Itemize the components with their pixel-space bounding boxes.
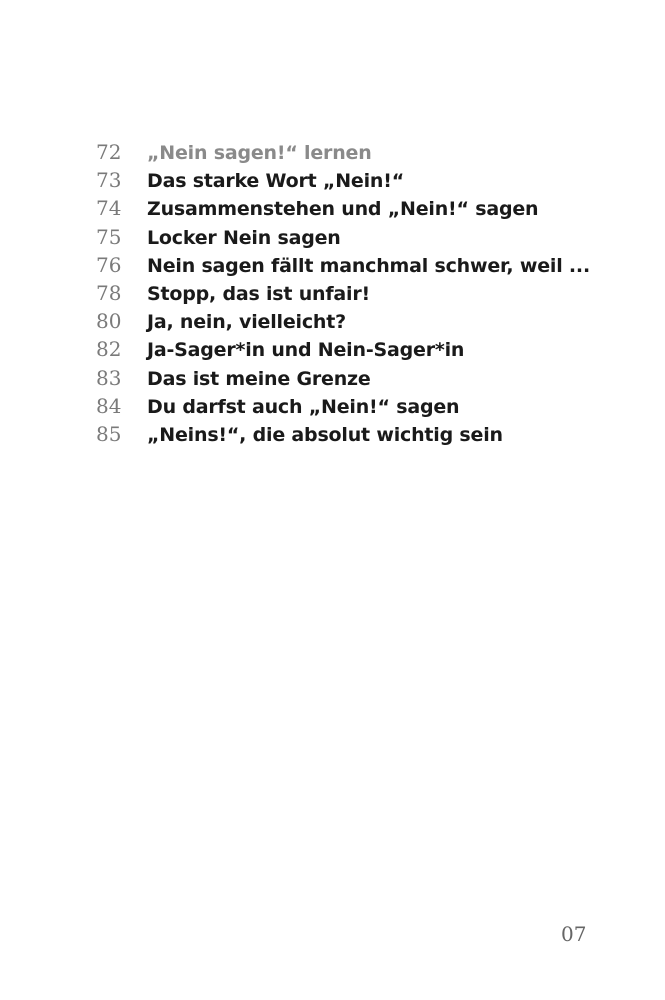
toc-entry — [96, 366, 616, 394]
toc-page-number: 73 — [96, 168, 122, 193]
toc-entry-title: Stopp, das ist unfair! — [147, 282, 371, 305]
table-of-contents — [96, 140, 616, 450]
toc-page-number: 76 — [96, 252, 122, 277]
page-number: 07 — [561, 922, 587, 946]
toc-entry-title: Das starke Wort „Nein!“ — [147, 170, 404, 193]
toc-entry-title: Das ist meine Grenze — [147, 367, 371, 390]
toc-entry — [96, 168, 616, 196]
toc-page-number: 84 — [96, 393, 122, 418]
toc-entry — [96, 394, 616, 422]
toc-page-number: 85 — [96, 421, 122, 446]
toc-entry-title: „Nein sagen!“ lernen — [147, 142, 372, 164]
toc-entry-title: Zusammenstehen und „Nein!“ sagen — [147, 198, 539, 221]
toc-entry — [96, 281, 616, 309]
toc-page-number: 80 — [96, 309, 122, 334]
toc-entry-title: Du darfst auch „Nein!“ sagen — [147, 395, 460, 418]
toc-page-number: 75 — [96, 224, 122, 249]
toc-entry — [96, 337, 616, 365]
toc-entry — [96, 140, 616, 168]
toc-entry — [96, 422, 616, 450]
toc-entry-title: „Neins!“, die absolut wichtig sein — [147, 423, 503, 446]
toc-page-number: 83 — [96, 365, 122, 390]
toc-page-number: 74 — [96, 196, 122, 221]
toc-entry — [96, 253, 616, 281]
toc-entry-title: Ja-Sager*in und Nein-Sager*in — [147, 339, 465, 362]
toc-entry-title: Nein sagen fällt manchmal schwer, weil ... — [147, 254, 590, 277]
toc-page-number: 72 — [96, 140, 122, 164]
toc-page-number: 78 — [96, 280, 122, 305]
toc-entry — [96, 225, 616, 253]
toc-page-number: 82 — [96, 337, 122, 362]
toc-entry-title: Ja, nein, vielleicht? — [147, 311, 346, 334]
toc-entry-title: Locker Nein sagen — [147, 226, 341, 249]
toc-entry — [96, 196, 616, 224]
toc-entry — [96, 309, 616, 337]
